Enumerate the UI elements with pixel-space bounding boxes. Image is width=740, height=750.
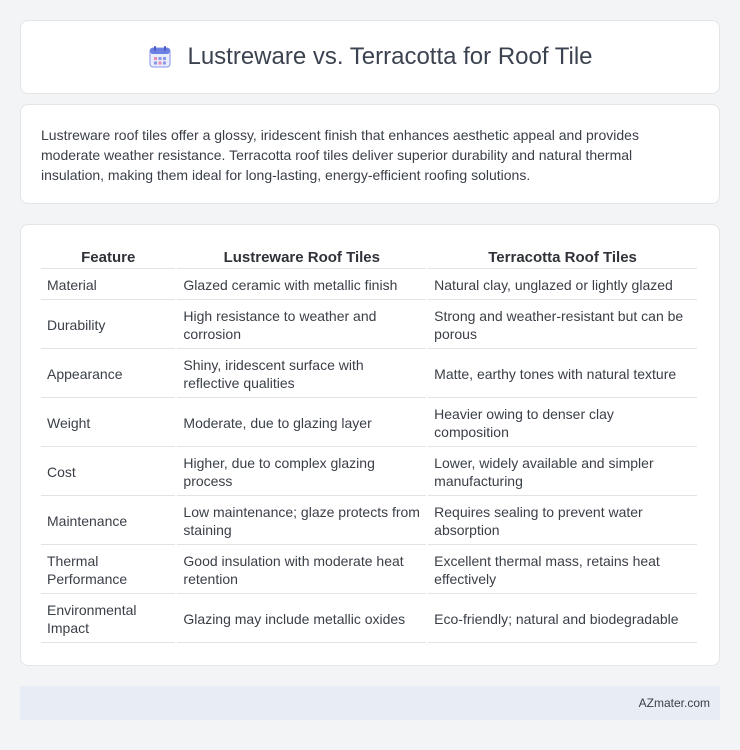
terracotta-cell: Lower, widely available and simpler manufacturing <box>428 449 697 496</box>
header-feature: Feature <box>41 247 175 269</box>
lustreware-cell: Moderate, due to glazing layer <box>177 400 426 447</box>
terracotta-cell: Heavier owing to denser clay composition <box>428 400 697 447</box>
feature-cell: Cost <box>41 449 175 496</box>
terracotta-cell: Natural clay, unglazed or lightly glazed <box>428 271 697 300</box>
footer-bar <box>20 686 720 720</box>
terracotta-cell: Excellent thermal mass, retains heat effectively <box>428 547 697 594</box>
intro-text: Lustreware roof tiles offer a glossy, iridescent finish that enhances aesthetic appeal and provides moderate weather resistance. Terracotta roof tiles deliver superior durability and natural thermal insulation, making them ideal for long-lasting, energy-efficient roofing solutions. <box>41 127 639 183</box>
table-row <box>41 449 697 496</box>
terracotta-cell: Strong and weather-resistant but can be porous <box>428 302 697 349</box>
lustreware-cell: Shiny, iridescent surface with reflective qualities <box>177 351 426 398</box>
table-header-row <box>41 247 697 269</box>
comparison-table-card <box>20 224 720 666</box>
title-card <box>20 20 720 94</box>
feature-cell: Material <box>41 271 175 300</box>
table-row <box>41 351 697 398</box>
feature-cell: Appearance <box>41 351 175 398</box>
lustreware-cell: Low maintenance; glaze protects from staining <box>177 498 426 545</box>
footer-brand[interactable]: AZmater.com <box>638 696 710 710</box>
page-title: Lustreware vs. Terracotta for Roof Tile <box>187 43 593 70</box>
lustreware-cell: Glazed ceramic with metallic finish <box>177 271 426 300</box>
feature-cell: Weight <box>41 400 175 447</box>
lustreware-cell: High resistance to weather and corrosion <box>177 302 426 349</box>
header-terracotta: Terracotta Roof Tiles <box>428 247 697 269</box>
feature-cell: Durability <box>41 302 175 349</box>
terracotta-cell: Matte, earthy tones with natural texture <box>428 351 697 398</box>
table-row <box>41 271 697 300</box>
lustreware-cell: Higher, due to complex glazing process <box>177 449 426 496</box>
terracotta-cell: Eco-friendly; natural and biodegradable <box>428 596 697 643</box>
terracotta-cell: Requires sealing to prevent water absorption <box>428 498 697 545</box>
lustreware-cell: Good insulation with moderate heat retention <box>177 547 426 594</box>
feature-cell: Environmental Impact <box>41 596 175 643</box>
feature-cell: Thermal Performance <box>41 547 175 594</box>
feature-cell: Maintenance <box>41 498 175 545</box>
table-row <box>41 596 697 643</box>
intro-card <box>20 104 720 204</box>
table-row <box>41 400 697 447</box>
table-row <box>41 302 697 349</box>
table-row <box>41 498 697 545</box>
header-lustreware: Lustreware Roof Tiles <box>177 247 426 269</box>
comparison-table <box>39 245 699 645</box>
calendar-icon <box>147 44 173 70</box>
lustreware-cell: Glazing may include metallic oxides <box>177 596 426 643</box>
table-row <box>41 547 697 594</box>
